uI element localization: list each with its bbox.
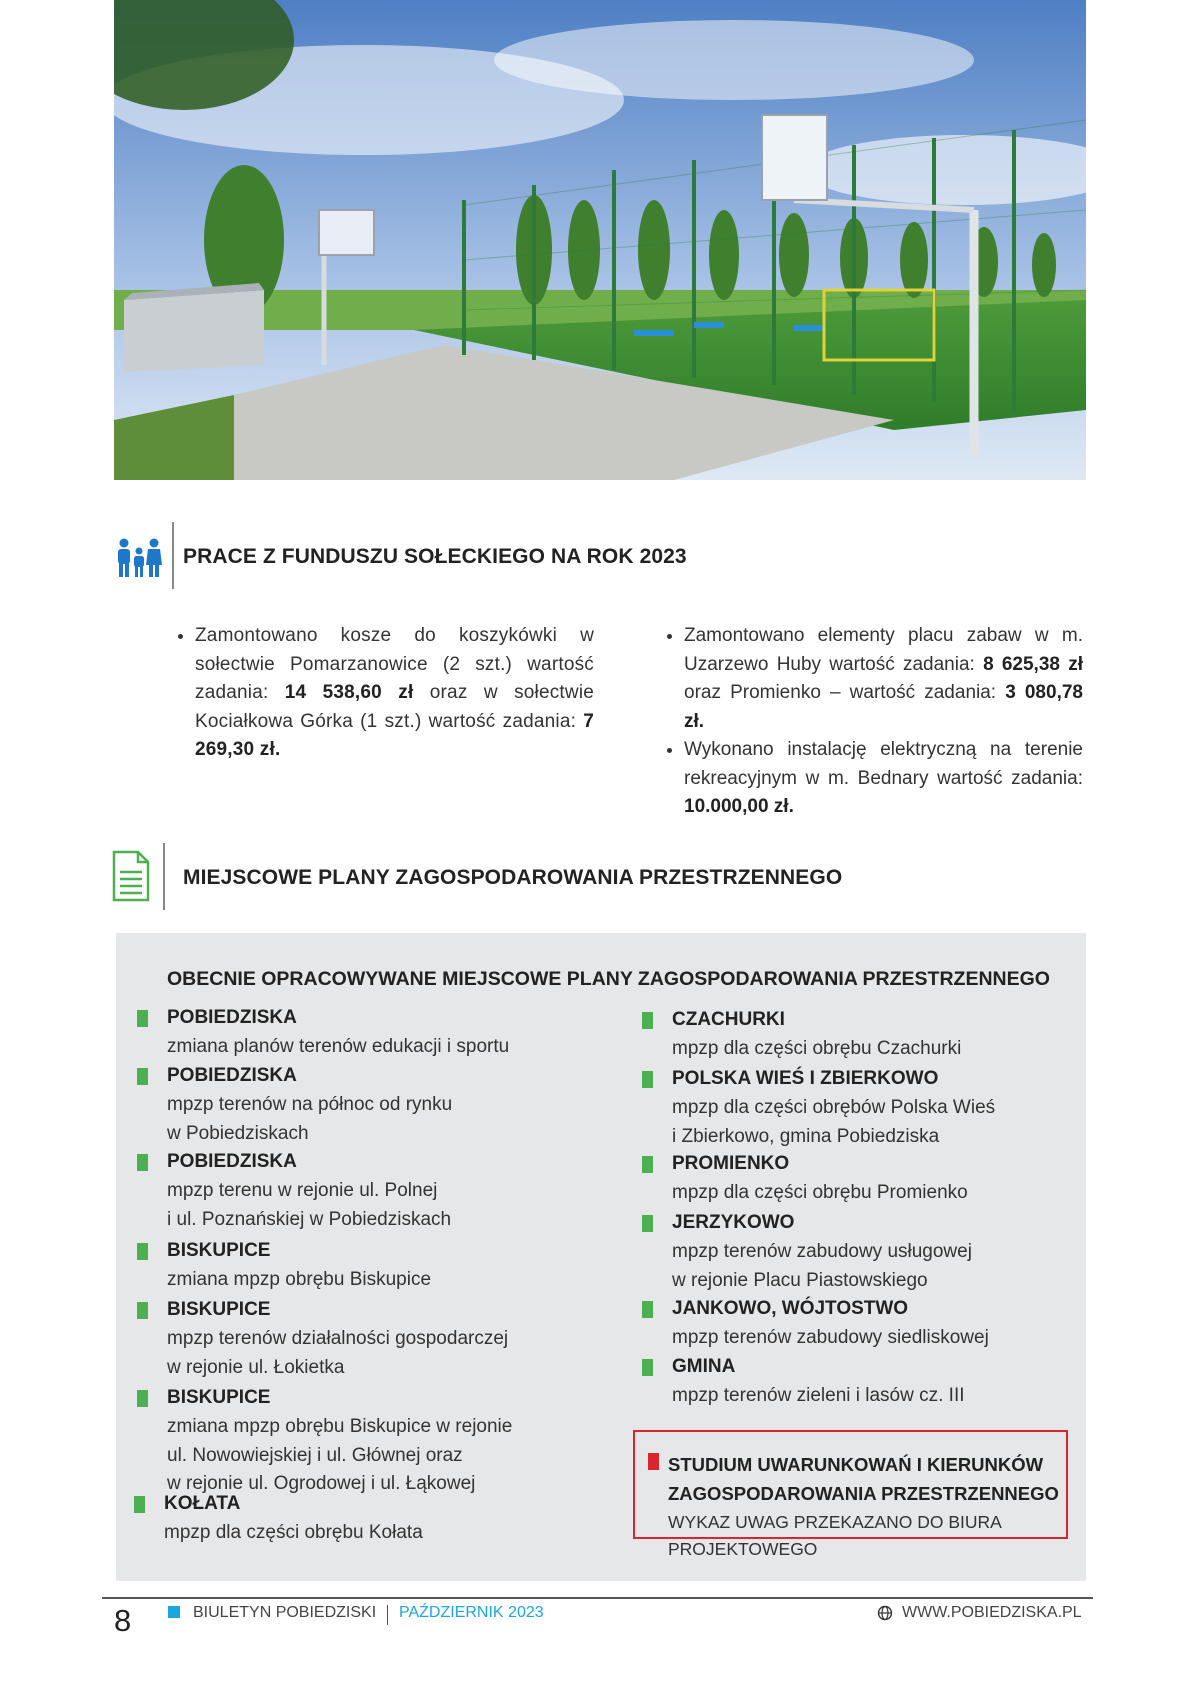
bullet-text: oraz Promienko – wartość zadania: — [684, 682, 1006, 703]
plan-marker — [642, 1359, 653, 1376]
amount-value: 8 625,38 zł — [983, 653, 1083, 675]
plan-marker — [137, 1390, 148, 1407]
studium-note: WYKAZ UWAG PRZEKAZANO DO BIURA PROJEKTOWEGO — [668, 1512, 1001, 1559]
footer-separator — [387, 1605, 388, 1625]
plan-name: JANKOWO, WÓJTOSTWO — [672, 1298, 909, 1319]
page-number: 8 — [114, 1603, 132, 1638]
plan-desc: zmiana mpzp obrębu Biskupice — [167, 1269, 432, 1290]
plan-desc: mpzp terenu w rejonie ul. Polnej i ul. Poznańskiej w Pobiedziskach — [167, 1180, 452, 1230]
plan-name: GMINA — [672, 1356, 736, 1377]
plan-desc: mpzp terenów zabudowy siedliskowej — [672, 1327, 989, 1348]
right-bullet-column — [656, 622, 1083, 822]
bullet-text: Zamontowano elementy placu zabaw w m. Uzarzewo Huby wartość zadania: — [684, 625, 1083, 675]
family-icon — [114, 533, 164, 583]
plan-name: BISKUPICE — [167, 1387, 271, 1408]
plan-desc: mpzp terenów zabudowy usługowej w rejonie Placu Piastowskiego — [672, 1241, 972, 1291]
globe-icon — [877, 1605, 893, 1621]
bullet-text: Wykonano instalację elektryczną na terenie rekreacyjnym w m. Bednary wartość zadania: — [684, 739, 1083, 789]
footer-rule — [102, 1597, 1093, 1599]
section-divider — [163, 843, 165, 910]
plan-desc: mpzp dla części obrębu Czachurki — [672, 1038, 962, 1059]
plan-marker — [642, 1215, 653, 1232]
plan-desc: zmiana planów terenów edukacji i sportu — [167, 1036, 510, 1057]
website-link[interactable]: WWW.POBIEDZISKA.PL — [902, 1604, 1082, 1621]
section-title-fundusz: PRACE Z FUNDUSZU SOŁECKIEGO NA ROK 2023 — [183, 545, 687, 568]
basketball-court-photo — [114, 0, 1086, 480]
section-title-mpzp: MIEJSCOWE PLANY ZAGOSPODAROWANIA PRZESTRZENNEGO — [183, 866, 843, 889]
issue-month: PAŹDZIERNIK 2023 — [399, 1604, 544, 1621]
studium-box — [633, 1430, 1068, 1559]
plan-name: POBIEDZISKA — [167, 1007, 297, 1028]
amount-value: 3 080,78 zł. — [684, 682, 1083, 732]
bullet-text: oraz w sołectwie Kociałkowa Górka (1 szt.) wartość zadania: — [195, 682, 595, 732]
panel-heading: OBECNIE OPRACOWYWANE MIEJSCOWE PLANY ZAGOSPODAROWANIA PRZESTRZENNEGO — [167, 968, 1050, 990]
plan-name: KOŁATA — [164, 1493, 241, 1514]
footer-accent-square — [168, 1606, 180, 1618]
left-bullet-column — [167, 622, 594, 765]
plan-desc: mpzp terenów na północ od rynku w Pobiedziskach — [167, 1094, 453, 1144]
bullet-text: Zamontowano kosze do koszykówki w sołectwie Pomarzanowice (2 szt.) wartość zadania: — [195, 625, 594, 703]
plan-marker — [137, 1154, 148, 1171]
amount-value: 10.000,00 zł. — [684, 796, 794, 817]
section-divider — [172, 522, 174, 589]
document-icon — [112, 850, 150, 902]
plan-name: BISKUPICE — [167, 1240, 271, 1261]
list-item — [684, 736, 1083, 822]
plan-name: POBIEDZISKA — [167, 1065, 297, 1086]
plan-marker — [137, 1243, 148, 1260]
plan-marker — [134, 1496, 145, 1513]
plan-name: PROMIENKO — [672, 1153, 790, 1174]
plan-desc: mpzp dla części obrębu Promienko — [672, 1182, 968, 1203]
plan-name: CZACHURKI — [672, 1009, 785, 1030]
plan-marker — [137, 1010, 148, 1027]
plan-marker — [642, 1156, 653, 1173]
plan-marker — [137, 1302, 148, 1319]
amount-value: 7 269,30 zł. — [195, 710, 594, 760]
plan-marker — [642, 1012, 653, 1029]
plan-name: BISKUPICE — [167, 1299, 271, 1320]
studium-marker — [648, 1453, 659, 1470]
plan-name: POLSKA WIEŚ I ZBIERKOWO — [672, 1068, 939, 1089]
list-item — [684, 622, 1083, 736]
publication-name: BIULETYN POBIEDZISKI — [193, 1604, 377, 1621]
plan-desc: mpzp dla części obrębu Kołata — [164, 1522, 423, 1543]
plan-name: JERZYKOWO — [672, 1212, 795, 1233]
plan-desc: zmiana mpzp obrębu Biskupice w rejonie ul. Nowowiejskiej i ul. Głównej oraz w rejonie ul. Ogrodowej i ul. Łąkowej — [167, 1416, 513, 1494]
plan-name: POBIEDZISKA — [167, 1151, 297, 1172]
plan-desc: mpzp terenów zieleni i lasów cz. III — [672, 1385, 965, 1406]
list-item — [195, 622, 594, 765]
plan-desc: mpzp dla części obrębów Polska Wieś i Zbierkowo, gmina Pobiedziska — [672, 1097, 996, 1147]
plan-marker — [137, 1068, 148, 1085]
plan-marker — [642, 1301, 653, 1318]
plan-marker — [642, 1071, 653, 1088]
studium-title: STUDIUM UWARUNKOWAŃ I KIERUNKÓW ZAGOSPODAROWANIA PRZESTRZENNEGO — [668, 1454, 1059, 1504]
amount-value: 14 538,60 zł — [284, 682, 414, 703]
plan-desc: mpzp terenów działalności gospodarczej w rejonie ul. Łokietka — [167, 1328, 509, 1378]
